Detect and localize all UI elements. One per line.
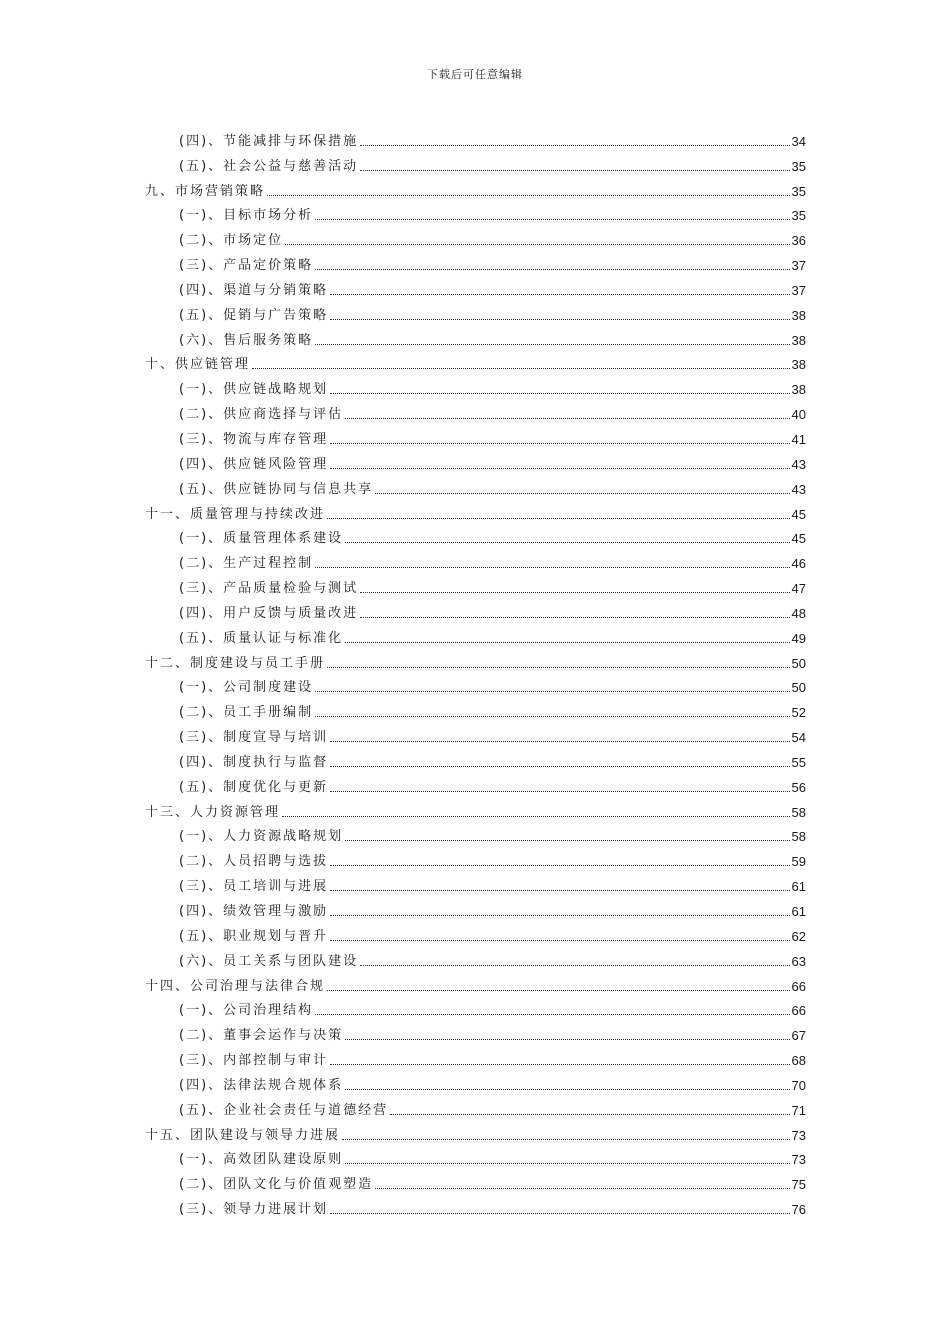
toc-entry-title: (五)、企业社会责任与道德经营 [179,1102,389,1118]
toc-page-number: 35 [791,158,806,174]
toc-dot-leader [360,591,789,593]
toc-entry-title: (三)、产品质量检验与测试 [179,581,359,597]
toc-dot-leader [375,492,789,494]
toc-section-entry[interactable] [145,299,806,324]
toc-entry-title: (四)、制度执行与监督 [179,754,329,770]
toc-page-number: 56 [791,779,806,795]
toc-dot-leader [315,343,789,345]
toc-dot-leader [345,417,789,419]
toc-entry-title: (五)、职业规划与晋升 [179,928,329,944]
toc-entry-title: (四)、供应链风险管理 [179,456,329,472]
toc-entry-title: (五)、社会公益与慈善活动 [179,158,359,174]
toc-page-number: 58 [791,804,806,820]
toc-section-entry[interactable] [145,572,806,597]
toc-page-number: 48 [791,605,806,621]
toc-entry-title: (三)、内部控制与审计 [179,1053,329,1069]
toc-chapter-entry[interactable] [145,1119,806,1144]
toc-section-entry[interactable] [145,622,806,647]
toc-dot-leader [345,1038,789,1040]
toc-chapter-entry[interactable] [145,647,806,672]
toc-entry-title: (三)、产品定价策略 [179,258,314,274]
toc-dot-leader [360,144,789,146]
toc-page-number: 43 [791,481,806,497]
toc-page-number: 49 [791,630,806,646]
toc-section-entry[interactable] [145,995,806,1020]
toc-page-number: 37 [791,258,806,274]
toc-section-entry[interactable] [145,523,806,548]
toc-page-number: 73 [791,1127,806,1143]
toc-dot-leader [315,268,789,270]
toc-section-entry[interactable] [145,1094,806,1119]
toc-section-entry[interactable] [145,398,806,423]
toc-page-number: 35 [791,208,806,224]
toc-dot-leader [330,740,789,742]
toc-dot-leader [315,690,789,692]
toc-page-number: 62 [791,928,806,944]
toc-page-number: 45 [791,531,806,547]
toc-entry-title: (二)、市场定位 [179,233,284,249]
toc-section-entry[interactable] [145,448,806,473]
toc-entry-title: 十二、制度建设与员工手册 [145,655,326,671]
toc-entry-title: (三)、领导力进展计划 [179,1202,329,1218]
toc-page-number: 47 [791,581,806,597]
toc-entry-title: (一)、质量管理体系建设 [179,531,344,547]
toc-page-number: 66 [791,1003,806,1019]
toc-dot-leader [360,964,789,966]
toc-section-entry[interactable] [145,200,806,225]
toc-section-entry[interactable] [145,696,806,721]
toc-entry-title: (四)、法律法规合规体系 [179,1077,344,1093]
toc-page-number: 50 [791,680,806,696]
toc-entry-title: (一)、公司制度建设 [179,680,314,696]
toc-entry-title: (二)、人员招聘与选拔 [179,854,329,870]
toc-page-number: 73 [791,1152,806,1168]
toc-page-number: 59 [791,854,806,870]
toc-page-number: 70 [791,1077,806,1093]
toc-entry-title: (一)、高效团队建设原则 [179,1152,344,1168]
toc-section-entry[interactable] [145,547,806,572]
toc-dot-leader [282,815,790,817]
toc-dot-leader [285,243,789,245]
toc-entry-title: (五)、制度优化与更新 [179,779,329,795]
toc-entry-title: (四)、节能减排与环保措施 [179,133,359,149]
toc-entry-title: (三)、物流与库存管理 [179,431,329,447]
toc-section-entry[interactable] [145,895,806,920]
toc-page-number: 45 [791,506,806,522]
toc-dot-leader [315,715,789,717]
toc-section-entry[interactable] [145,125,806,150]
toc-chapter-entry[interactable] [145,349,806,374]
toc-page-number: 75 [791,1177,806,1193]
toc-section-entry[interactable] [145,845,806,870]
toc-section-entry[interactable] [145,1193,806,1218]
toc-entry-title: (五)、促销与广告策略 [179,307,329,323]
toc-dot-leader [345,839,789,841]
toc-dot-leader [267,194,790,196]
toc-section-entry[interactable] [145,324,806,349]
toc-dot-leader [330,467,789,469]
toc-page-number: 36 [791,233,806,249]
toc-dot-leader [360,169,789,171]
toc-page-number: 38 [791,382,806,398]
toc-chapter-entry[interactable] [145,796,806,821]
toc-dot-leader [345,1162,789,1164]
toc-section-entry[interactable] [145,672,806,697]
toc-dot-leader [315,218,789,220]
toc-entry-title: 十、供应链管理 [145,357,251,373]
toc-page-number: 68 [791,1053,806,1069]
toc-chapter-entry[interactable] [145,498,806,523]
toc-dot-leader [342,1138,790,1140]
toc-page-number: 55 [791,754,806,770]
toc-dot-leader [330,889,789,891]
toc-page-number: 58 [791,829,806,845]
toc-dot-leader [390,1113,789,1115]
toc-dot-leader [330,864,789,866]
toc-section-entry[interactable] [145,423,806,448]
toc-dot-leader [330,1063,789,1065]
toc-section-entry[interactable] [145,746,806,771]
toc-entry-title: (六)、售后服务策略 [179,332,314,348]
toc-dot-leader [315,1013,789,1015]
toc-page-number: 43 [791,456,806,472]
toc-page-number: 38 [791,332,806,348]
toc-page-number: 71 [791,1102,806,1118]
toc-entry-title: (一)、目标市场分析 [179,208,314,224]
toc-entry-title: (二)、员工手册编制 [179,705,314,721]
toc-entry-title: (二)、生产过程控制 [179,556,314,572]
toc-page-number: 67 [791,1028,806,1044]
toc-dot-leader [345,1088,789,1090]
toc-section-entry[interactable] [145,1044,806,1069]
toc-page-number: 37 [791,282,806,298]
toc-section-entry[interactable] [145,1019,806,1044]
toc-dot-leader [327,666,790,668]
toc-dot-leader [375,1187,789,1189]
toc-entry-title: (二)、董事会运作与决策 [179,1028,344,1044]
table-of-contents [145,125,806,1218]
toc-page-number: 38 [791,307,806,323]
toc-dot-leader [330,293,789,295]
toc-section-entry[interactable] [145,945,806,970]
toc-section-entry[interactable] [145,1168,806,1193]
toc-entry-title: 十三、人力资源管理 [145,804,281,820]
toc-dot-leader [327,989,790,991]
toc-section-entry[interactable] [145,224,806,249]
toc-chapter-entry[interactable] [145,175,806,200]
toc-chapter-entry[interactable] [145,970,806,995]
toc-page-number: 38 [791,357,806,373]
toc-page-number: 61 [791,879,806,895]
toc-dot-leader [345,641,789,643]
toc-section-entry[interactable] [145,821,806,846]
toc-entry-title: (一)、公司治理结构 [179,1003,314,1019]
toc-section-entry[interactable] [145,150,806,175]
toc-entry-title: 十五、团队建设与领导力进展 [145,1127,341,1143]
toc-dot-leader [330,442,789,444]
toc-entry-title: 十一、质量管理与持续改进 [145,506,326,522]
toc-page-number: 54 [791,730,806,746]
toc-section-entry[interactable] [145,870,806,895]
toc-page-number: 40 [791,407,806,423]
toc-page-number: 76 [791,1202,806,1218]
toc-dot-leader [330,765,789,767]
toc-entry-title: (四)、渠道与分销策略 [179,282,329,298]
toc-section-entry[interactable] [145,771,806,796]
toc-page-number: 52 [791,705,806,721]
toc-section-entry[interactable] [145,920,806,945]
toc-dot-leader [330,939,789,941]
toc-dot-leader [345,541,789,543]
toc-dot-leader [330,1212,789,1214]
toc-section-entry[interactable] [145,373,806,398]
toc-entry-title: (四)、绩效管理与激励 [179,904,329,919]
toc-entry-title: 十四、公司治理与法律合规 [145,978,326,994]
toc-page-number: 34 [791,133,806,149]
toc-dot-leader [360,616,789,618]
toc-page-number: 63 [791,953,806,969]
toc-entry-title: (五)、质量认证与标准化 [179,630,344,646]
toc-dot-leader [315,566,789,568]
toc-dot-leader [330,318,789,320]
toc-section-entry[interactable] [145,274,806,299]
toc-section-entry[interactable] [145,1069,806,1094]
toc-page-number: 61 [791,904,806,919]
toc-section-entry[interactable] [145,1144,806,1169]
toc-entry-title: (五)、供应链协同与信息共享 [179,481,374,497]
toc-dot-leader [252,367,790,369]
toc-dot-leader [330,790,789,792]
page-header: 下载后可任意编辑 [427,68,523,81]
toc-section-entry[interactable] [145,597,806,622]
toc-entry-title: (三)、制度宣导与培训 [179,730,329,746]
toc-dot-leader [330,914,789,916]
toc-section-entry[interactable] [145,473,806,498]
toc-entry-title: 九、市场营销策略 [145,183,266,199]
toc-entry-title: (一)、供应链战略规划 [179,382,329,398]
toc-dot-leader [327,517,790,519]
toc-entry-title: (六)、员工关系与团队建设 [179,953,359,969]
toc-page-number: 41 [791,431,806,447]
toc-entry-title: (一)、人力资源战略规划 [179,829,344,845]
toc-section-entry[interactable] [145,249,806,274]
toc-entry-title: (二)、供应商选择与评估 [179,407,344,423]
toc-entry-title: (三)、员工培训与进展 [179,879,329,895]
toc-dot-leader [330,392,789,394]
toc-entry-title: (四)、用户反馈与质量改进 [179,605,359,621]
toc-section-entry[interactable] [145,721,806,746]
toc-page-number: 66 [791,978,806,994]
toc-page-number: 46 [791,556,806,572]
toc-page-number: 35 [791,183,806,199]
toc-entry-title: (二)、团队文化与价值观塑造 [179,1177,374,1193]
toc-page-number: 50 [791,655,806,671]
